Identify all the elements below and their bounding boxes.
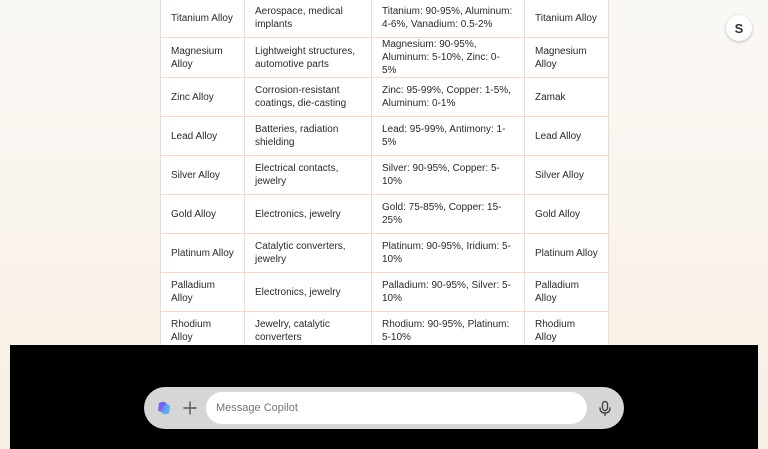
table-cell-composition: Magnesium: 90-95%, Aluminum: 5-10%, Zinc: 0-5%: [372, 38, 525, 78]
table-row: [161, 234, 609, 273]
table-row: [161, 156, 609, 195]
user-avatar[interactable]: [726, 15, 752, 41]
message-composer: [144, 387, 624, 429]
table-cell-alloy: Palladium Alloy: [161, 273, 245, 312]
table-cell-composition: Gold: 75-85%, Copper: 15-25%: [372, 195, 525, 234]
table-row: [161, 0, 609, 38]
table-row: [161, 195, 609, 234]
microphone-icon[interactable]: [596, 399, 614, 417]
table-cell-applications: Catalytic converters, jewelry: [245, 234, 372, 273]
table-cell-name: Titanium Alloy: [525, 0, 609, 38]
table-cell-alloy: Titanium Alloy: [161, 0, 245, 38]
table-cell-name: Silver Alloy: [525, 156, 609, 195]
table-cell-applications: Jewelry, catalytic converters: [245, 312, 372, 351]
table-row: [161, 117, 609, 156]
table-cell-name: Magnesium Alloy: [525, 38, 609, 78]
table-cell-alloy: Rhodium Alloy: [161, 312, 245, 351]
table-cell-composition: Zinc: 95-99%, Copper: 1-5%, Aluminum: 0-1%: [372, 78, 525, 117]
message-input[interactable]: [206, 392, 587, 424]
alloy-table: [160, 0, 609, 351]
plus-icon[interactable]: [180, 398, 200, 418]
copilot-logo-icon[interactable]: [156, 400, 172, 416]
table-row: [161, 273, 609, 312]
table-cell-name: Platinum Alloy: [525, 234, 609, 273]
table-cell-composition: Platinum: 90-95%, Iridium: 5-10%: [372, 234, 525, 273]
table-cell-applications: Electronics, jewelry: [245, 195, 372, 234]
table-cell-alloy: Silver Alloy: [161, 156, 245, 195]
table-cell-alloy: Gold Alloy: [161, 195, 245, 234]
table-cell-composition: Rhodium: 90-95%, Platinum: 5-10%: [372, 312, 525, 351]
table-cell-alloy: Platinum Alloy: [161, 234, 245, 273]
table-row: [161, 38, 609, 78]
table-cell-name: Zamak: [525, 78, 609, 117]
table-cell-applications: Electronics, jewelry: [245, 273, 372, 312]
table-cell-name: Lead Alloy: [525, 117, 609, 156]
table-cell-applications: Electrical contacts, jewelry: [245, 156, 372, 195]
table-cell-name: Rhodium Alloy: [525, 312, 609, 351]
table-cell-applications: Batteries, radiation shielding: [245, 117, 372, 156]
table-cell-name: Gold Alloy: [525, 195, 609, 234]
table-cell-applications: Corrosion-resistant coatings, die-casting: [245, 78, 372, 117]
table-cell-alloy: Magnesium Alloy: [161, 38, 245, 78]
table-cell-alloy: Zinc Alloy: [161, 78, 245, 117]
table-cell-name: Palladium Alloy: [525, 273, 609, 312]
table-cell-composition: Titanium: 90-95%, Aluminum: 4-6%, Vanadium: 0.5-2%: [372, 0, 525, 38]
table-cell-composition: Silver: 90-95%, Copper: 5-10%: [372, 156, 525, 195]
table-cell-composition: Palladium: 90-95%, Silver: 5-10%: [372, 273, 525, 312]
table-cell-applications: Aerospace, medical implants: [245, 0, 372, 38]
table-cell-applications: Lightweight structures, automotive parts: [245, 38, 372, 78]
table-cell-composition: Lead: 95-99%, Antimony: 1-5%: [372, 117, 525, 156]
table-row: [161, 78, 609, 117]
alloy-table-container: [160, 0, 608, 351]
table-cell-alloy: Lead Alloy: [161, 117, 245, 156]
avatar-initial: S: [734, 20, 744, 36]
